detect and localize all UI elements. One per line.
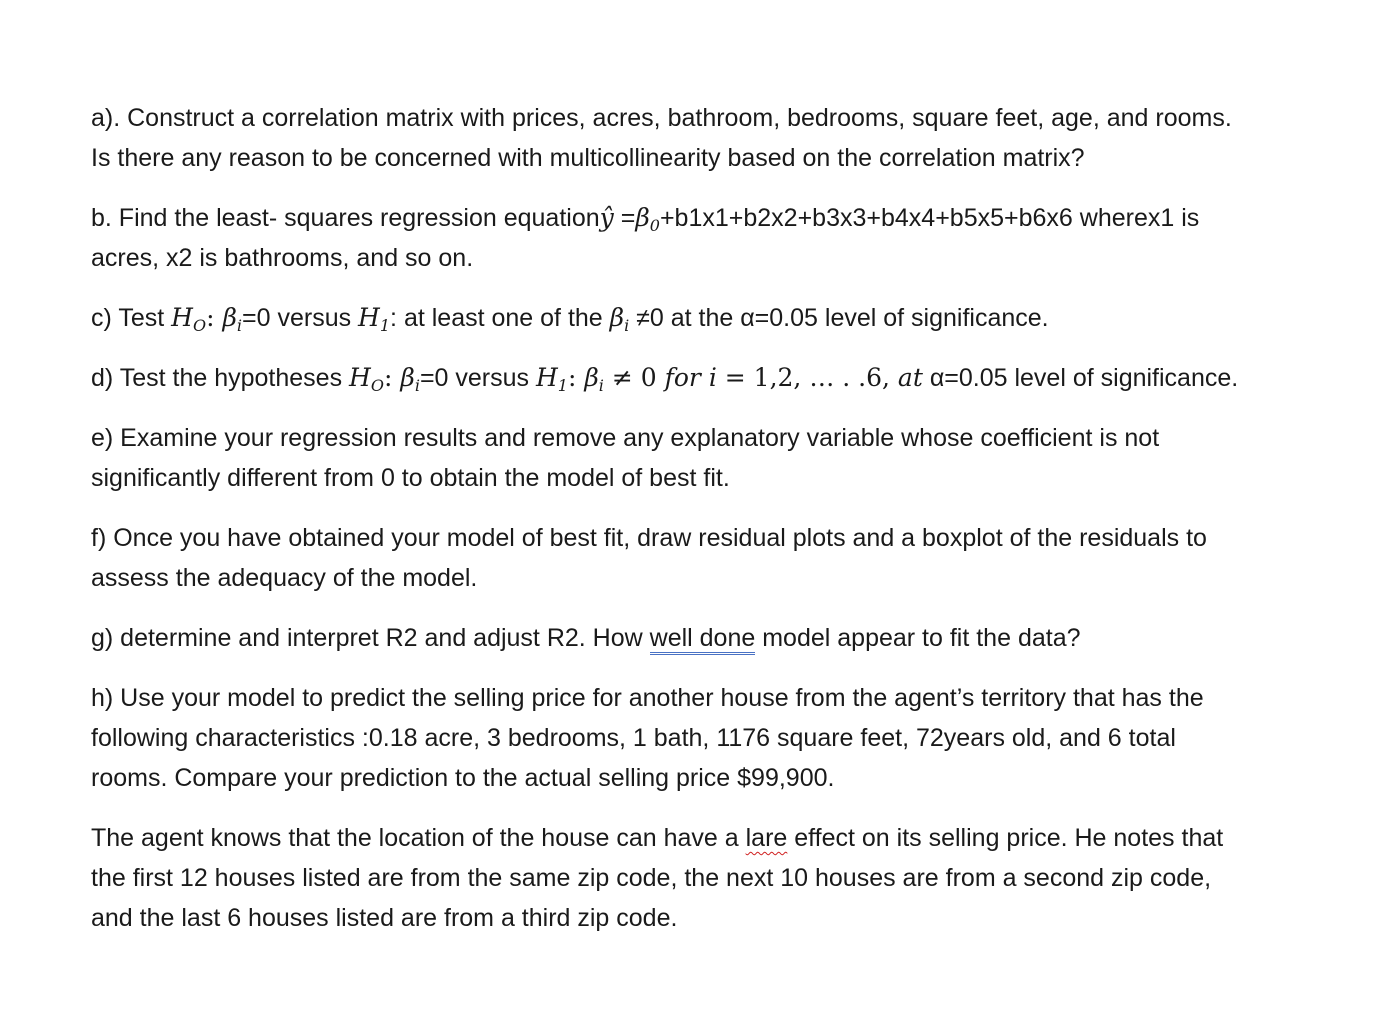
beta-subscript: 0 bbox=[649, 216, 660, 235]
closing-line-2: the first 12 houses listed are from the same zip code, the next 10 houses are from a second zip code, bbox=[91, 864, 1212, 892]
beta-symbol: β bbox=[609, 303, 625, 332]
question-e bbox=[91, 418, 1351, 498]
for-i-text: for i bbox=[664, 363, 717, 392]
not-equal-zero: ≠ 0 bbox=[603, 363, 665, 392]
h0-symbol bbox=[171, 303, 207, 335]
h-symbol: H bbox=[358, 303, 380, 332]
question-b-line-2: acres, x2 is bathrooms, and so on. bbox=[91, 244, 474, 272]
beta-i-symbol-2 bbox=[609, 303, 630, 335]
question-c-text: c) Test bbox=[91, 304, 172, 332]
h-subscript: O bbox=[192, 316, 207, 335]
beta-subscript: i bbox=[414, 376, 420, 395]
question-c-line-1 bbox=[91, 298, 1351, 338]
question-c-mid-text: : at least one of the bbox=[390, 304, 610, 332]
question-h-line-3: rooms. Compare your prediction to the actual selling price $99,900. bbox=[91, 764, 835, 792]
beta-symbol: β bbox=[400, 363, 415, 392]
h-subscript: 1 bbox=[379, 316, 391, 335]
question-h-line-2: following characteristics :0.18 acre, 3 bedrooms, 1 bath, 1176 square feet, 72years old, and 6 total bbox=[91, 724, 1176, 752]
colon: : bbox=[567, 363, 585, 392]
beta-symbol: β bbox=[635, 203, 650, 232]
question-f bbox=[91, 518, 1351, 598]
h1-symbol bbox=[358, 303, 391, 335]
question-h-line-1: h) Use your model to predict the selling price for another house from the agent’s territory that has the bbox=[91, 684, 1204, 712]
h-subscript: 1 bbox=[557, 376, 568, 395]
beta-i-symbol bbox=[222, 303, 243, 335]
question-c-end-text: ≠0 at the α=0.05 level of significance. bbox=[629, 304, 1049, 332]
question-d bbox=[91, 358, 1351, 398]
question-g-text: g) determine and interpret R2 and adjust R2. How bbox=[91, 624, 650, 652]
spelling-flag-word[interactable]: lare bbox=[745, 824, 788, 852]
at-text: at bbox=[897, 363, 923, 392]
grammar-flag-underline[interactable]: well done bbox=[650, 624, 756, 655]
equals-zero-versus: =0 versus bbox=[419, 364, 536, 392]
equals-zero-versus: =0 versus bbox=[242, 304, 359, 332]
colon: : bbox=[206, 303, 223, 332]
h0-symbol bbox=[349, 363, 384, 395]
question-h bbox=[91, 678, 1351, 798]
question-d-line-1 bbox=[91, 358, 1351, 398]
question-d-text: d) Test the hypotheses bbox=[91, 364, 350, 392]
question-b-line-1 bbox=[91, 198, 1351, 238]
question-e-line-1: e) Examine your regression results and remove any explanatory variable whose coefficient is not bbox=[91, 424, 1160, 452]
question-c bbox=[91, 298, 1351, 338]
question-b-text: b. Find the least- squares regression equation bbox=[91, 204, 600, 232]
equals-sign: = bbox=[613, 204, 636, 232]
h1-symbol bbox=[535, 363, 568, 395]
h-symbol: H bbox=[535, 363, 558, 392]
document-body bbox=[91, 98, 1351, 958]
question-f-line-1: f) Once you have obtained your model of best fit, draw residual plots and a boxplot of the residuals to bbox=[91, 524, 1207, 552]
beta-i-symbol-2 bbox=[584, 363, 604, 395]
closing-line-3: and the last 6 houses listed are from a third zip code. bbox=[91, 904, 678, 932]
question-d-end-text: α=0.05 level of significance. bbox=[922, 364, 1239, 392]
h-subscript: O bbox=[370, 376, 384, 395]
beta-symbol: β bbox=[584, 363, 599, 392]
beta-symbol: β bbox=[222, 303, 237, 332]
beta-0-symbol bbox=[635, 203, 660, 235]
regression-terms: +b1x1+b2x2+b3x3+b4x4+b5x5+b6x6 wherex1 is bbox=[659, 204, 1200, 232]
index-range: = 1,2, … . .6, bbox=[716, 363, 898, 392]
question-g bbox=[91, 618, 1351, 658]
question-g-line-1 bbox=[91, 618, 1351, 658]
colon: : bbox=[383, 363, 401, 392]
y-hat-symbol: ŷ bbox=[599, 203, 614, 232]
beta-subscript: i bbox=[624, 316, 630, 335]
closing-line-1 bbox=[91, 818, 1351, 858]
beta-subscript: i bbox=[598, 376, 604, 395]
beta-i-symbol bbox=[400, 363, 420, 395]
closing-text: The agent knows that the location of the house can have a bbox=[91, 824, 746, 852]
question-b bbox=[91, 198, 1351, 278]
question-a-line-1: a). Construct a correlation matrix with prices, acres, bathroom, bedrooms, square feet, age, and rooms. bbox=[91, 104, 1232, 132]
closing-text-end: effect on its selling price. He notes that bbox=[787, 824, 1224, 852]
question-a-line-2: Is there any reason to be concerned with multicollinearity based on the correlation matrix? bbox=[91, 144, 1085, 172]
h-symbol: H bbox=[349, 363, 371, 392]
question-g-end-text: model appear to fit the data? bbox=[755, 624, 1081, 652]
question-a bbox=[91, 98, 1351, 178]
beta-subscript: i bbox=[236, 316, 243, 335]
h-symbol: H bbox=[171, 303, 193, 332]
question-e-line-2: significantly different from 0 to obtain the model of best fit. bbox=[91, 464, 730, 492]
closing-paragraph bbox=[91, 818, 1351, 938]
question-f-line-2: assess the adequacy of the model. bbox=[91, 564, 478, 592]
